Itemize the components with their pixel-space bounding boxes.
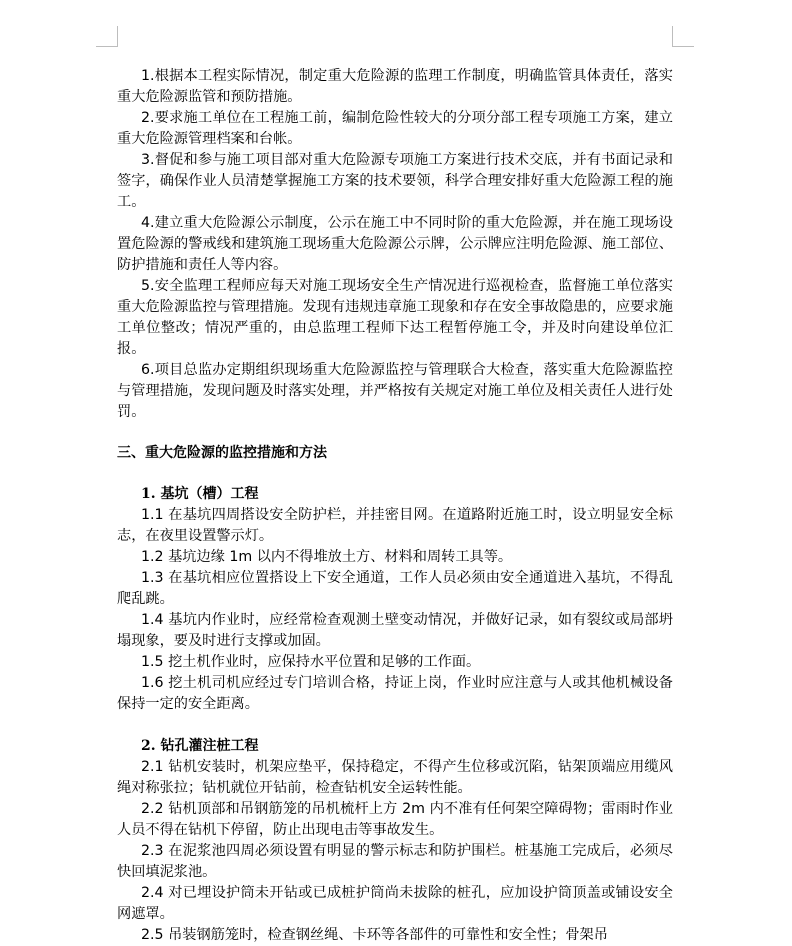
paragraph-3: 3.督促和参与施工项目部对重大危险源专项施工方案进行技术交底，并有书面记录和签字，确保作业人员清楚掌握施工方案的技术要领，科学合理安排好重大危险源工程的施工。: [117, 152, 673, 210]
item-1-2: 1.2 基坑边缘 1m 以内不得堆放土方、材料和周转工具等。: [141, 549, 513, 565]
item-2-2: 2.2 钻机顶部和吊钢筋笼的吊机梳杆上方 2m 内不准有任何架空障碍物；雷雨时作业人员不得在钻机下停留，防止出现电击等事故发生。: [117, 801, 673, 838]
paragraph-4: 4.建立重大危险源公示制度，公示在施工中不同时阶的重大危险源，并在施工现场设置危险源的警戒线和建筑施工现场重大危险源公示牌，公示牌应注明危险源、施工部位、防护措施和责任人等内容。: [117, 215, 673, 273]
item-2-1: 2.1 钻机安装时，机架应垫平，保持稳定，不得产生位移或沉陷，钻架顶端应用缆风绳对称张拉；钻机就位开钻前，检查钻机安全运转性能。: [117, 759, 673, 796]
paragraph-5: 5.安全监理工程师应每天对施工现场安全生产情况进行巡视检查，监督施工单位落实重大危险源监控与管理措施。发现有违规违章施工现象和存在安全事故隐患的，应要求施工单位整改；情况严重的，由总监理工程师下达工程暂停施工令，并及时向建设单位汇报。: [117, 278, 673, 357]
item-2-4: 2.4 对已埋设护筒未开钻或已成桩护筒尚未拔除的桩孔，应加设护筒顶盖或铺设安全网遮罩。: [117, 885, 673, 922]
item-1-5: 1.5 挖土机作业时，应保持水平位置和足够的工作面。: [141, 654, 481, 670]
crop-mark-top-right-vertical: [672, 26, 673, 47]
item-2-5: 2.5 吊装钢筋笼时，检查钢丝绳、卡环等各部件的可靠性和安全性；骨架吊: [141, 927, 608, 943]
item-1-4: 1.4 基坑内作业时，应经常检查观测土壁变动情况，并做好记录，如有裂纹或局部坍塌现象，要及时进行支撑或加固。: [117, 612, 673, 649]
subsection-1-title: 1. 基坑（槽）工程: [141, 486, 259, 502]
section-heading: 三、重大危险源的监控措施和方法: [117, 445, 327, 461]
document-body: [117, 66, 673, 946]
item-1-1: 1.1 在基坑四周搭设安全防护栏，并挂密目网。在道路附近施工时，设立明显安全标志，在夜里设置警示灯。: [117, 507, 673, 544]
item-2-3: 2.3 在泥浆池四周必须设置有明显的警示标志和防护围栏。桩基施工完成后，必须尽快回填泥浆池。: [117, 843, 673, 880]
item-1-3: 1.3 在基坑相应位置搭设上下安全通道，工作人员必须由安全通道进入基坑，不得乱爬乱跳。: [117, 570, 673, 607]
item-1-6: 1.6 挖土机司机应经过专门培训合格，持证上岗，作业时应注意与人或其他机械设备保持一定的安全距离。: [117, 675, 673, 712]
crop-mark-top-right-horizontal: [672, 46, 694, 47]
paragraph-6: 6.项目总监办定期组织现场重大危险源监控与管理联合大检查，落实重大危险源监控与管理措施，发现问题及时落实处理，并严格按有关规定对施工单位及相关责任人进行处罚。: [117, 362, 673, 420]
spacer: [117, 715, 673, 736]
crop-mark-top-left-vertical: [117, 26, 118, 47]
crop-mark-top-left-horizontal: [96, 46, 118, 47]
paragraph-2: 2.要求施工单位在工程施工前，编制危险性较大的分项分部工程专项施工方案，建立重大危险源管理档案和台帐。: [117, 110, 673, 147]
paragraph-1: 1.根据本工程实际情况，制定重大危险源的监理工作制度，明确监管具体责任，落实重大危险源监管和预防措施。: [117, 68, 673, 105]
subsection-2-title: 2. 钻孔灌注桩工程: [141, 738, 259, 754]
